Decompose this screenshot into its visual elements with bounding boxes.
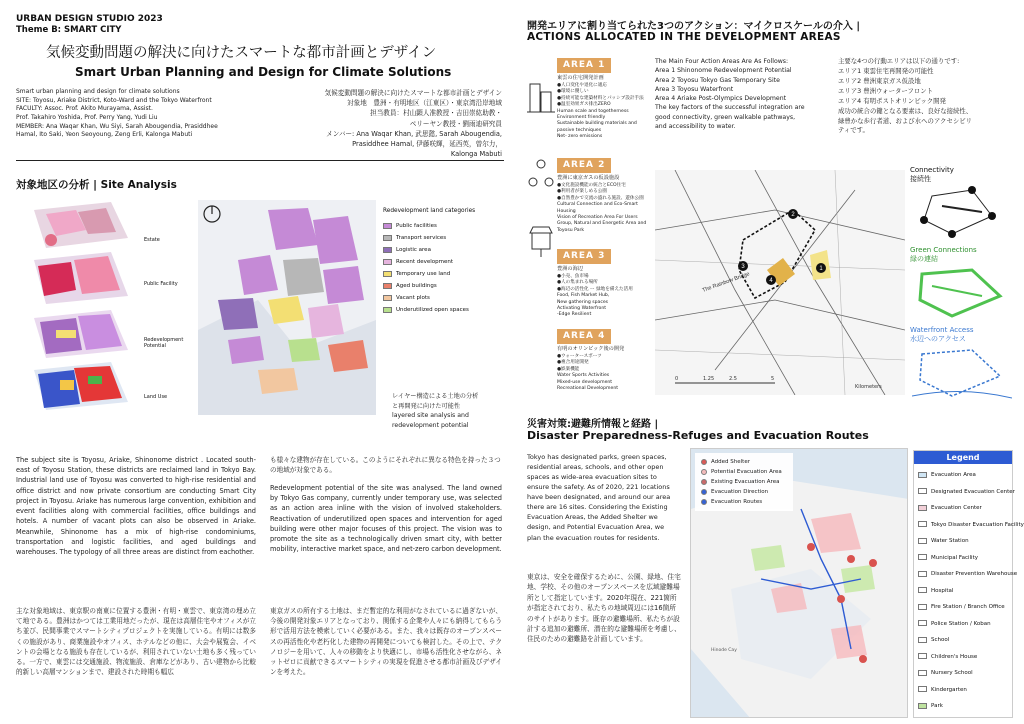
legend-label: Aged buildings bbox=[396, 283, 437, 289]
legend-label: Logistic area bbox=[396, 247, 431, 253]
scale-tick: 1.25 bbox=[703, 376, 715, 382]
legend-label: Vacant plots bbox=[396, 295, 430, 301]
connectivity-label bbox=[910, 166, 954, 184]
legend-label: Designated Evacuation Center bbox=[931, 488, 1015, 495]
legend-label: Added Shelter bbox=[711, 459, 750, 465]
divider bbox=[16, 160, 504, 161]
intro-line: The Main Four Action Areas Are As Follows: bbox=[655, 58, 789, 65]
scale-tick: 2.5 bbox=[729, 376, 737, 382]
legend-swatch bbox=[918, 538, 927, 544]
svg-text:3: 3 bbox=[741, 264, 745, 270]
legend-swatch bbox=[701, 479, 707, 485]
legend-swatch bbox=[918, 472, 927, 478]
legend-label: Park bbox=[931, 703, 943, 709]
legend-item bbox=[918, 500, 1008, 517]
green-connections-label bbox=[910, 246, 977, 264]
actions-heading-en: ACTIONS ALLOCATED IN THE DEVELOPMENT AREAS bbox=[527, 31, 841, 43]
title-jp: 気候変動問題の解決に向けたスマートな都市計画とデザイン bbox=[46, 45, 437, 61]
area-line: Environment friendly bbox=[557, 114, 606, 120]
legend-label: Tokyo Disaster Evacuation Facility bbox=[931, 521, 1024, 528]
area-title: 豊洲に東京ガスの仮設施設 bbox=[557, 174, 620, 181]
legend-label: Nursery School bbox=[931, 670, 973, 676]
connectivity-diagram bbox=[912, 186, 1012, 242]
intro-line: 主要な4つの行動エリアは以下の通りです: bbox=[838, 57, 960, 65]
svg-text:4: 4 bbox=[769, 278, 773, 284]
area-line: ●ウォータースポーツ bbox=[557, 353, 602, 359]
legend-swatch bbox=[383, 307, 392, 313]
area-line: ●自然豊かで交流の盛れる施設、遊休公園 bbox=[557, 195, 644, 201]
side-label-jp: 水辺へのアクセス bbox=[910, 335, 966, 344]
redevelopment-site-map bbox=[198, 200, 376, 415]
area-line: Human scale and togetherness bbox=[557, 108, 629, 114]
evacuation-map-legend bbox=[695, 453, 793, 511]
intro-line: Area 1 Shinonome Redevelopment Potential bbox=[655, 67, 792, 75]
evacuation-map bbox=[690, 448, 908, 718]
side-label-jp: 接続性 bbox=[910, 175, 931, 184]
area-line: Sustainable building materials and passive techniques bbox=[557, 121, 637, 133]
legend-item bbox=[701, 497, 787, 507]
area-title: 豊洲の海辺 bbox=[557, 265, 583, 272]
legend-swatch bbox=[383, 271, 392, 277]
legend-label: Evacuation Direction bbox=[711, 489, 769, 495]
legend-swatch bbox=[383, 223, 392, 229]
legend-swatch bbox=[918, 670, 927, 676]
legend-swatch bbox=[918, 521, 927, 527]
legend-swatch bbox=[918, 587, 927, 593]
layer-redevelopment bbox=[34, 310, 128, 358]
actions-heading-jp: 開発エリアに割り当てられた3つのアクション：マイクロスケールの介入 | bbox=[527, 21, 860, 32]
credit-line: SITE: Toyosu, Ariake District, Koto-Ward and the Tokyo Waterfront bbox=[16, 96, 212, 104]
intro-line: エリア3 豊洲ウォーターフロント bbox=[838, 86, 933, 95]
legend-swatch bbox=[383, 247, 392, 253]
intro-line: エリア4 有明ポストオリンピック開発 bbox=[838, 96, 946, 105]
credit-line: 担当教員：村山顕人准教授・吉田崇紘助教・ bbox=[370, 109, 502, 118]
area-line: Food, Fish Market Hub, bbox=[557, 293, 610, 299]
legend-swatch bbox=[701, 489, 707, 495]
legend-label: Existing Evacuation Area bbox=[711, 479, 780, 485]
site-analysis-heading: 対象地区の分析 | Site Analysis bbox=[16, 179, 177, 191]
legend-swatch bbox=[918, 505, 927, 511]
body-jp-mid-top: も様々な建物が存在している。このようにそれぞれに異なる特色を持った３つの地域が対象である。 bbox=[270, 456, 501, 475]
intro-line: Area 2 Toyosu Tokyo Gas Temporary Site bbox=[655, 76, 780, 84]
legend-title: Legend bbox=[914, 451, 1012, 464]
area-title: 有明のオリンピック後の開発 bbox=[557, 345, 625, 352]
map-place-label: Hinode Cay bbox=[711, 648, 737, 653]
legend-item bbox=[701, 467, 787, 477]
legend-item bbox=[383, 280, 503, 292]
layer-public-facility bbox=[34, 252, 128, 304]
area-line: Activating Waterfront bbox=[557, 305, 607, 311]
credit-line: FACULTY: Assoc. Prof. Akito Murayama, Assist. bbox=[16, 105, 153, 113]
legend-label: Public facilities bbox=[396, 223, 437, 229]
legend-swatch bbox=[918, 637, 927, 643]
area-line: Vision of Recreation Area For Users Group, Natural and Energetic Area and Toyosu Park bbox=[557, 214, 647, 233]
credits-en bbox=[16, 88, 276, 140]
credit-line: ペリーヤン教授・劉雨迪研究員 bbox=[409, 119, 502, 128]
legend-swatch bbox=[383, 295, 392, 301]
intro-line: ティです。 bbox=[838, 126, 869, 135]
layer-label: Public Facility bbox=[144, 281, 178, 287]
area-line: ●持続可能な建築材料とパッシブ設計手法 bbox=[557, 95, 644, 101]
legend-item bbox=[383, 244, 503, 256]
credit-line: Kalonga Mabuti bbox=[450, 150, 502, 159]
legend-swatch bbox=[918, 703, 927, 709]
legend-item bbox=[918, 533, 1008, 550]
credit-line: メンバー: Ana Waqar Khan, 武思懿, Sarah Abougendia, bbox=[326, 129, 502, 138]
legend-item bbox=[918, 550, 1008, 567]
intro-line: エリア1 東雲住宅再開発の可能性 bbox=[838, 66, 934, 75]
credit-line: 対象地 豊洲・有明地区（江東区）・東京湾沿岸地域 bbox=[347, 99, 502, 108]
area-line: Water Sports Activities bbox=[557, 373, 610, 379]
legend-swatch bbox=[918, 554, 927, 560]
legend-swatch bbox=[383, 259, 392, 265]
area-line: Mixed-use development bbox=[557, 379, 613, 385]
layer-stack-diagram bbox=[16, 200, 196, 415]
area-line: ●小売、魚市場 bbox=[557, 273, 589, 279]
legend-title: Redevelopment land categories bbox=[383, 208, 476, 214]
area-line: ●温室効果ガス排出ZERO bbox=[557, 102, 611, 108]
caption-line: と再開発に向けた可能性 bbox=[392, 402, 461, 410]
legend-item bbox=[383, 268, 503, 280]
area-title: 東雲の住宅開発計画 bbox=[557, 74, 604, 81]
layer-label: Estate bbox=[144, 237, 160, 243]
legend-item bbox=[701, 487, 787, 497]
waterfront-label bbox=[910, 326, 974, 344]
credits-jp bbox=[280, 88, 502, 160]
credit-line: Smart urban planning and design for climate solutions bbox=[16, 88, 180, 95]
area-line: Net- zero emissions bbox=[557, 134, 603, 140]
caption-line: redevelopment potential bbox=[392, 421, 469, 429]
legend-label: Temporary use land bbox=[396, 271, 451, 277]
side-label-jp: 緑の連結 bbox=[910, 255, 938, 264]
legend-label: Evacuation Area bbox=[931, 472, 976, 478]
svg-text:2: 2 bbox=[791, 212, 795, 218]
legend-swatch bbox=[918, 620, 927, 626]
people-icon bbox=[527, 158, 555, 194]
area-4-block bbox=[557, 329, 647, 392]
green-connections-diagram bbox=[912, 266, 1012, 320]
legend-item bbox=[918, 517, 1024, 534]
legend-item bbox=[383, 256, 503, 268]
intro-line: 緑豊かな歩行者道、および水へのアクセシビリ bbox=[838, 116, 973, 125]
legend-item bbox=[383, 220, 503, 232]
area-line: ●海辺の活性化 ー 緑地を備えた活用 bbox=[557, 286, 633, 292]
legend-swatch bbox=[918, 604, 927, 610]
legend-label: Municipal Facility bbox=[931, 554, 978, 561]
credit-line: 気候変動問題の解決に向けたスマートな都市計画とデザイン bbox=[324, 89, 502, 97]
body-en-left: The subject site is Toyosu, Ariake, Shinonome district . Located south-east of Toyosu Station, these districts are reclaimed land in Tokyo Bay. Industrial land use of Toyosu was converted to high-rise residential and office district and now private consortium are conducting Smart City project in Toyosu. Ariake has numerous large convention, exhibition and event facilities along with commercial facilities, office buildings and hotels. A number of vacant plots can also be observed in Ariake. Meanwhile, Shinonome has a mix of high-rise condominiums, transportation and logistic facilities, and aged buildings and warehouses. The typology of all three areas are distinct from eachother. bbox=[16, 456, 256, 556]
market-icon bbox=[527, 223, 555, 259]
waterfront-diagram bbox=[912, 346, 1012, 400]
title-en: Smart Urban Planning and Design for Climate Solutions bbox=[75, 65, 452, 79]
legend-item bbox=[918, 467, 1008, 484]
legend-item bbox=[383, 292, 503, 304]
disaster-legend bbox=[913, 450, 1024, 718]
layer-label: Land Use bbox=[144, 394, 168, 400]
studio-label: URBAN DESIGN STUDIO 2023 bbox=[16, 14, 163, 24]
layer-land-use bbox=[34, 362, 128, 410]
credit-line: MEMBER: Ana Waqar Khan, Wu Siyi, Sarah Abougendia, Prasiddhee bbox=[16, 122, 218, 130]
action-areas-map bbox=[655, 170, 905, 395]
legend-swatch bbox=[701, 469, 707, 475]
intro-line: エリア2 豊洲東京ガス仮設地 bbox=[838, 76, 921, 85]
legend-label: Fire Station / Branch Office bbox=[931, 604, 1005, 610]
actions-intro-en bbox=[655, 57, 807, 131]
legend-swatch bbox=[918, 686, 927, 692]
legend-item bbox=[383, 232, 503, 244]
area-line: ●娯楽機能 bbox=[557, 366, 580, 372]
legend-item bbox=[918, 698, 1008, 715]
area-line: ●文化施設機能の統合とECO住宅 bbox=[557, 182, 626, 188]
theme-label: Theme B: SMART CITY bbox=[16, 25, 122, 35]
area-3-block bbox=[557, 249, 647, 319]
legend-swatch bbox=[701, 499, 707, 505]
area-line: ●複合用途開発 bbox=[557, 360, 589, 366]
legend-label: Evacuation Center bbox=[931, 505, 982, 511]
area-badge: AREA 3 bbox=[557, 249, 611, 264]
legend-swatch bbox=[918, 571, 927, 577]
legend-label: Kindergarten bbox=[931, 686, 967, 693]
credit-line: Prasiddhee Hamal, 伊藤咲輝，延西英，曾尔力， bbox=[352, 140, 502, 149]
disaster-heading-jp: 災害対策:避難所情報と経路 | bbox=[527, 419, 659, 430]
legend-item bbox=[918, 599, 1008, 616]
legend-label: Transport services bbox=[396, 235, 447, 241]
area-line: New gathering spaces bbox=[557, 299, 609, 305]
area-line: ●人口変化や退化に適応 bbox=[557, 82, 607, 88]
intro-line: The key factors of the successful integration are good connectivity, green walkable pathways, and accessibility to water. bbox=[655, 104, 805, 131]
legend-item bbox=[918, 649, 1008, 666]
bridge-label: The Rainbow Bridge bbox=[701, 271, 751, 294]
side-label-en: Connectivity bbox=[910, 166, 954, 174]
legend-label: School bbox=[931, 637, 950, 643]
legend-label: Evacuation Routes bbox=[711, 499, 763, 505]
area-line: ●環境に優しい bbox=[557, 89, 589, 95]
legend-label: Police Station / Koban bbox=[931, 620, 991, 627]
redevelopment-legend bbox=[383, 206, 503, 316]
svg-text:1: 1 bbox=[819, 266, 823, 272]
intro-line: 成功の統合の鍵となる要素は、良好な接続性、 bbox=[838, 106, 973, 115]
site-analysis-caption bbox=[392, 392, 502, 430]
caption-line: レイヤー構造による土地の分析 bbox=[392, 393, 479, 400]
legend-item bbox=[701, 457, 787, 467]
credit-line: Hamal, Ito Saki, Yeon Seoyoung, Zeng Erli, Kalonga Mabuti bbox=[16, 131, 193, 139]
legend-swatch bbox=[918, 488, 927, 494]
side-label-en: Green Connections bbox=[910, 246, 977, 254]
area-badge: AREA 4 bbox=[557, 329, 611, 344]
legend-item bbox=[918, 616, 1008, 633]
legend-label: Water Station bbox=[931, 538, 969, 544]
scale-unit: Kilometers bbox=[855, 384, 882, 390]
legend-item bbox=[383, 304, 503, 316]
disaster-body-jp: 東京は、安全を確保するために、公園、緑地、住宅地、学校、その他のオープンスペースを広域避難場所として指定しています。2020年現在、221箇所が指定されており、私たちの地域周辺には16箇所のサイトがあります。既存の避難場所、私たちが設計する追加の避難所、潜在的な避難場所を考慮し、住民のための避難路を計画しています。 bbox=[527, 573, 681, 644]
intro-line: Area 3 Toyosu Waterfront bbox=[655, 85, 734, 93]
scale-tick: 0 bbox=[675, 376, 679, 382]
legend-item bbox=[701, 477, 787, 487]
layer-label: Redevelopment Potential bbox=[144, 337, 184, 349]
legend-swatch bbox=[383, 283, 392, 289]
body-jp-left: 主な対象地域は、東京駅の南東に位置する豊洲・有明・東雲で、東京湾の埋め立て地である。豊洲はかつては工業用地だったが、現在は高層住宅やオフィスが立ち並び、民間事業でスマートシティプロジェクトを実施している。有明には数多くの施設があり、商業施設やオフィス、ホテルなどの他に、大会や展覧会、イベントの会場となる施設も存在しているが、利用されていない土地も多く残っている。一方で、東雲には交通施設、物流施設、倉庫などがあり、古い建物から比較的新しい高層マンションまで、建設された時期も幅広 bbox=[16, 607, 256, 677]
legend-item bbox=[918, 665, 1008, 682]
building-icon bbox=[527, 76, 555, 116]
legend-item bbox=[918, 566, 1018, 583]
side-label-en: Waterfront Access bbox=[910, 326, 974, 334]
legend-swatch bbox=[701, 459, 707, 465]
area-line: Cultural Connection and Eco-Smart Housing bbox=[557, 202, 638, 214]
area-line: Recreational Development bbox=[557, 385, 619, 391]
legend-item bbox=[918, 484, 1015, 501]
credit-line: Prof. Takahiro Yoshida, Prof. Perry Yang, Yudi Liu bbox=[16, 114, 158, 122]
disaster-heading-en: Disaster Preparedness-Refuges and Evacuation Routes bbox=[527, 429, 869, 442]
area-line: ●利用者が楽しめる公園 bbox=[557, 189, 607, 195]
legend-label: Children's House bbox=[931, 653, 978, 660]
scale-tick: 5 bbox=[771, 376, 775, 382]
body-en-mid: Redevelopment potential of the site was analysed. The land owned by Tokyo Gas company, currently under temporary use, was selected as an action area inline with the vision of involved stakeholders. Reactivation of underutilized open spaces and intervention for aged building were other major focuses of this project. The vision was to promote the site as a technologically driven smart city, with better mobility, interactive market space, and net-zero carbon development. bbox=[270, 484, 502, 554]
caption-line: layered site analysis and bbox=[392, 412, 469, 420]
legend-label: Potential Evacuation Area bbox=[711, 469, 782, 475]
body-jp-mid: 東京ガスの所有する土地は、まだ暫定的な利用がなされているに過ぎないが、今後の開発対象エリアとなっており、関係する企業や人々にも納得してもらう形で活用方法を模索していく必要がある。また、我々は既存のオープンスペースの再活性化や老朽化した建物の再開発についても検討した。その上で、テクノロジーを用いて、人々の移動をより快適にし、市場も活性化させながら、ネットゼロに貢献できるスマートシティの実現を促進させる都市計画及びデザインを考えた。 bbox=[270, 607, 502, 677]
legend-label: Underutilized open spaces bbox=[396, 307, 469, 313]
legend-item bbox=[918, 682, 1008, 699]
legend-item bbox=[918, 583, 1008, 600]
intro-line: Area 4 Ariake Post-Olympics Development bbox=[655, 95, 787, 103]
area-badge: AREA 2 bbox=[557, 158, 611, 173]
legend-swatch bbox=[918, 653, 927, 659]
area-2-block bbox=[557, 158, 647, 234]
legend-swatch bbox=[383, 235, 392, 241]
legend-label: Disaster Prevention Warehouse bbox=[931, 571, 1018, 577]
area-line: ●人の集まれる場所 bbox=[557, 280, 598, 286]
area-line: -Edge Resilient bbox=[557, 312, 592, 318]
area-1-block bbox=[557, 58, 647, 141]
legend-item bbox=[918, 632, 1008, 649]
disaster-body-en: Tokyo has designated parks, green spaces, residential areas, schools, and other open spaces as wide-area evacuation sites to ensure the safety. As of 2020, 221 locations have been designated, and around our area there are 16 sites. Considering the Existing Evacuation Areas, the Added Shelter we design, and Potential Evacuation Area, we plan the evacuation routes for residents. bbox=[527, 453, 671, 542]
layer-estate bbox=[34, 202, 128, 248]
legend-label: Recent development bbox=[396, 259, 454, 265]
area-badge: AREA 1 bbox=[557, 58, 611, 73]
actions-intro-jp bbox=[838, 57, 1018, 136]
legend-label: Hospital bbox=[931, 587, 954, 594]
